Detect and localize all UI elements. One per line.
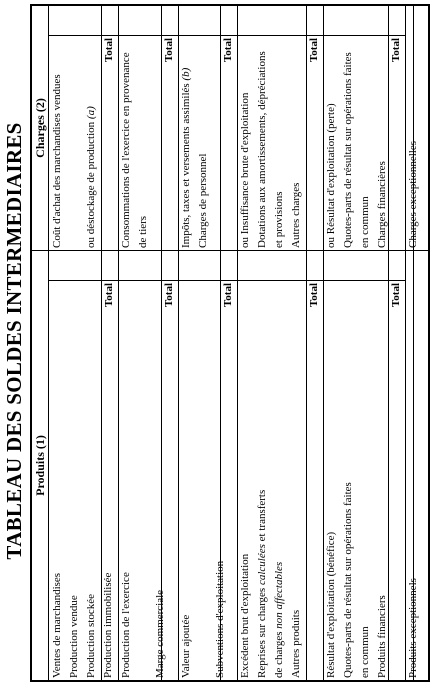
- cell-line: Quotes-parts de résultat sur opérations faites: [342, 482, 354, 678]
- table-cell-left: [118, 281, 178, 680]
- cell-line: Charges exceptionnelles: [407, 140, 419, 248]
- cell-line: Produits exceptionnels: [407, 578, 419, 678]
- cell-line: Excédent brut d'exploitation: [239, 553, 251, 678]
- cell-line: Subventions d'exploitation: [214, 560, 226, 678]
- cell-line: Production immobilisée: [102, 572, 114, 678]
- table-cell-right: [178, 36, 237, 250]
- table-cell-right: [323, 36, 405, 250]
- cell-line: Consommations de l'exercice en provenance: [120, 52, 132, 248]
- cell-line: Charges de personnel: [197, 153, 209, 248]
- total-label: Total: [308, 283, 320, 308]
- grid-hline: [388, 6, 389, 680]
- cell-line: [135, 281, 152, 680]
- header-produits: Produits (1): [32, 250, 49, 680]
- page-title: TABLEAU DES SOLDES INTERMEDIAIRES: [2, 122, 26, 560]
- grid-vline: [49, 35, 405, 36]
- cell-line: Impôts, taxes et versements assimilés (b): [180, 67, 192, 248]
- header-charges: Charges (2): [32, 6, 49, 250]
- total-label: Total: [103, 283, 115, 308]
- cell-line: Résultat d'exploitation (bénéfice): [325, 531, 337, 678]
- cell-line: Valeur ajoutée: [180, 614, 192, 678]
- cell-line: Quotes-parts de résultat sur opérations faites: [342, 52, 354, 248]
- total-label: Total: [390, 38, 402, 63]
- cell-line: Charges financières: [376, 161, 388, 248]
- table-cell-left: [323, 281, 405, 680]
- grid-hline: [405, 6, 406, 680]
- grid-hline: [413, 6, 414, 680]
- total-label: Total: [163, 283, 175, 308]
- soldes-table: [30, 4, 430, 682]
- cell-line: Marge commerciale: [154, 589, 166, 678]
- cell-line: [66, 36, 83, 250]
- table-cell-right: [118, 36, 178, 250]
- table-cell-right: [405, 36, 430, 250]
- table-cell-left: [49, 281, 118, 680]
- cell-line: de charges non affectables: [273, 561, 285, 678]
- grid-hline: [237, 6, 238, 680]
- cell-line: et provisions: [273, 191, 285, 248]
- grid-vline: [49, 280, 405, 281]
- cell-line: en commun: [359, 196, 371, 248]
- cell-line: Autres produits: [290, 609, 302, 678]
- cell-line: ou Insuffisance brute d'exploitation: [239, 92, 251, 248]
- cell-line: Dotations aux amortissements, dépréciations: [256, 51, 268, 248]
- grid-hline: [306, 6, 307, 680]
- table-cell-left: [237, 281, 323, 680]
- grid-hline: [178, 6, 179, 680]
- grid-hline: [101, 6, 102, 680]
- cell-line: ou déstockage de production (a): [85, 106, 97, 248]
- grid-hline: [220, 6, 221, 680]
- total-label: Total: [163, 38, 175, 63]
- table-cell-left: [405, 281, 430, 680]
- grid-vline: [32, 250, 428, 251]
- table-cell-right: [237, 36, 323, 250]
- cell-line: Production de l'exercice: [120, 572, 132, 678]
- cell-line: Production stockée: [85, 593, 97, 678]
- total-label: Total: [390, 283, 402, 308]
- cell-line: ou Résultat d'exploitation (perte): [325, 103, 337, 248]
- cell-line: Coût d'achat des marchandises vendues: [51, 74, 63, 248]
- total-label: Total: [222, 283, 234, 308]
- grid-hline: [161, 6, 162, 680]
- grid-hline: [323, 6, 324, 680]
- total-label: Total: [103, 38, 115, 63]
- table-cell-left: [178, 281, 237, 680]
- cell-line: Ventes de marchandises: [51, 572, 63, 678]
- cell-line: en commun: [359, 626, 371, 678]
- grid-hline: [118, 6, 119, 680]
- cell-line: Produits financiers: [376, 595, 388, 678]
- cell-line: Reprises sur charges calculées et transferts: [256, 489, 268, 678]
- total-label: Total: [222, 38, 234, 63]
- total-label: Total: [308, 38, 320, 63]
- table-cell-right: [49, 36, 118, 250]
- cell-line: [195, 281, 212, 680]
- cell-line: Autres charges: [290, 182, 302, 248]
- cell-line: de tiers: [137, 215, 149, 248]
- cell-line: Production vendue: [68, 595, 80, 678]
